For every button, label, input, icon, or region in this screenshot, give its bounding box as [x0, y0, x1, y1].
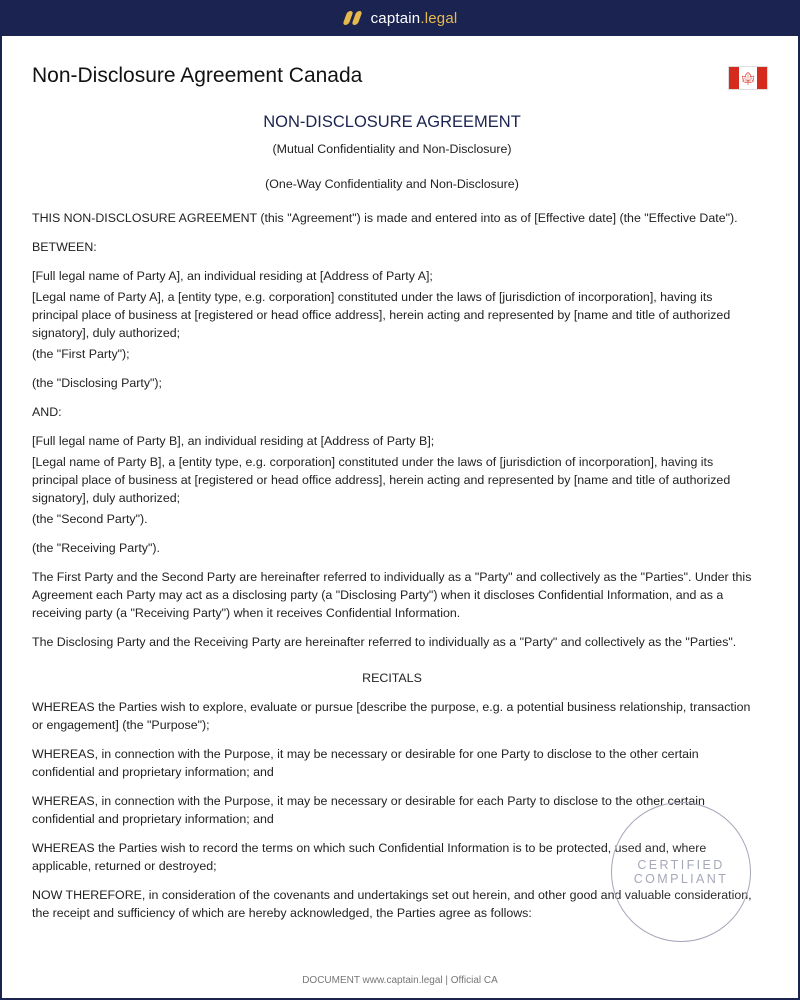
- subtitle-oneway: (One-Way Confidentiality and Non-Disclosure): [265, 177, 519, 191]
- party-b-alias-receiving: (the "Receiving Party").: [32, 541, 160, 555]
- agreement-heading: NON-DISCLOSURE AGREEMENT: [263, 113, 521, 131]
- party-a-entity: [Legal name of Party A], a [entity type, e.g. corporation] constituted under the laws of [jurisdiction of incorporation], having its principal place of business at [registered or head office address], herein acting and represented by [name and title of authorized signatory], duly authorized;: [32, 290, 731, 340]
- parties-definition-mutual: The First Party and the Second Party are hereinafter referred to individually as a "Party" and collectively as the "Parties". Under this Agreement each Party may act as a disclosing party (a "Disclosing Party") when it discloses Confidential Information, and as a receiving party (a "Receiving Party") when it receives Confidential Information.: [32, 570, 752, 620]
- document-body: [32, 112, 752, 933]
- party-a-alias-disclosing: (the "Disclosing Party");: [32, 376, 162, 390]
- stamp-line: CERTIFIED: [637, 858, 725, 872]
- recital-item: WHEREAS, in connection with the Purpose, it may be necessary or desirable for each Party to disclose to the other certain confidential and proprietary information; and: [32, 794, 705, 826]
- recital-item: WHEREAS the Parties wish to record the terms on which such Confidential Information is to be protected, used and, where applicable, returned or destroyed;: [32, 841, 707, 873]
- recitals-heading: RECITALS: [362, 671, 422, 685]
- intro-paragraph: THIS NON-DISCLOSURE AGREEMENT (this "Agreement") is made and entered into as of [Effective date] (the "Effective Date").: [32, 211, 738, 225]
- party-b-individual: [Full legal name of Party B], an individual residing at [Address of Party B];: [32, 434, 435, 448]
- and-label: AND:: [32, 405, 62, 419]
- canada-flag-icon: 🍁︎: [728, 66, 768, 90]
- top-bar: [0, 0, 800, 36]
- party-a-individual: [Full legal name of Party A], an individual residing at [Address of Party A];: [32, 269, 433, 283]
- captain-logo-icon: [343, 10, 363, 26]
- page-title: Non-Disclosure Agreement Canada: [32, 64, 363, 87]
- subtitle-mutual: (Mutual Confidentiality and Non-Disclosure): [272, 142, 512, 156]
- parties-definition-oneway: The Disclosing Party and the Receiving Party are hereinafter referred to individually as a "Party" and collectively as the "Parties".: [32, 635, 737, 649]
- party-a-alias-first: (the "First Party");: [32, 347, 130, 361]
- brand-name[interactable]: captain.legal: [370, 9, 458, 27]
- document-page: [2, 36, 798, 998]
- document-footer: DOCUMENT www.captain.legal | Official CA: [302, 975, 498, 986]
- party-b-entity: [Legal name of Party B], a [entity type, e.g. corporation] constituted under the laws of [jurisdiction of incorporation], having its principal place of business at [registered or head office address], herein acting and represented by [name and title of authorized signatory], duly authorized;: [32, 455, 731, 505]
- recital-item: WHEREAS the Parties wish to explore, evaluate or pursue [describe the purpose, e.g. a potential business relationship, transaction or engagement] (the "Purpose");: [32, 700, 751, 732]
- party-b-alias-second: (the "Second Party").: [32, 512, 148, 526]
- recital-item: NOW THEREFORE, in consideration of the covenants and undertakings set out herein, and other good and valuable consideration, the receipt and sufficiency of which are hereby acknowledged, the Parties agree as follows:: [32, 888, 752, 920]
- document-header: [32, 64, 768, 94]
- recital-item: WHEREAS, in connection with the Purpose, it may be necessary or desirable for one Party to disclose to the other certain confidential and proprietary information; and: [32, 747, 699, 779]
- stamp-line: COMPLIANT: [633, 872, 729, 886]
- between-label: BETWEEN:: [32, 240, 97, 254]
